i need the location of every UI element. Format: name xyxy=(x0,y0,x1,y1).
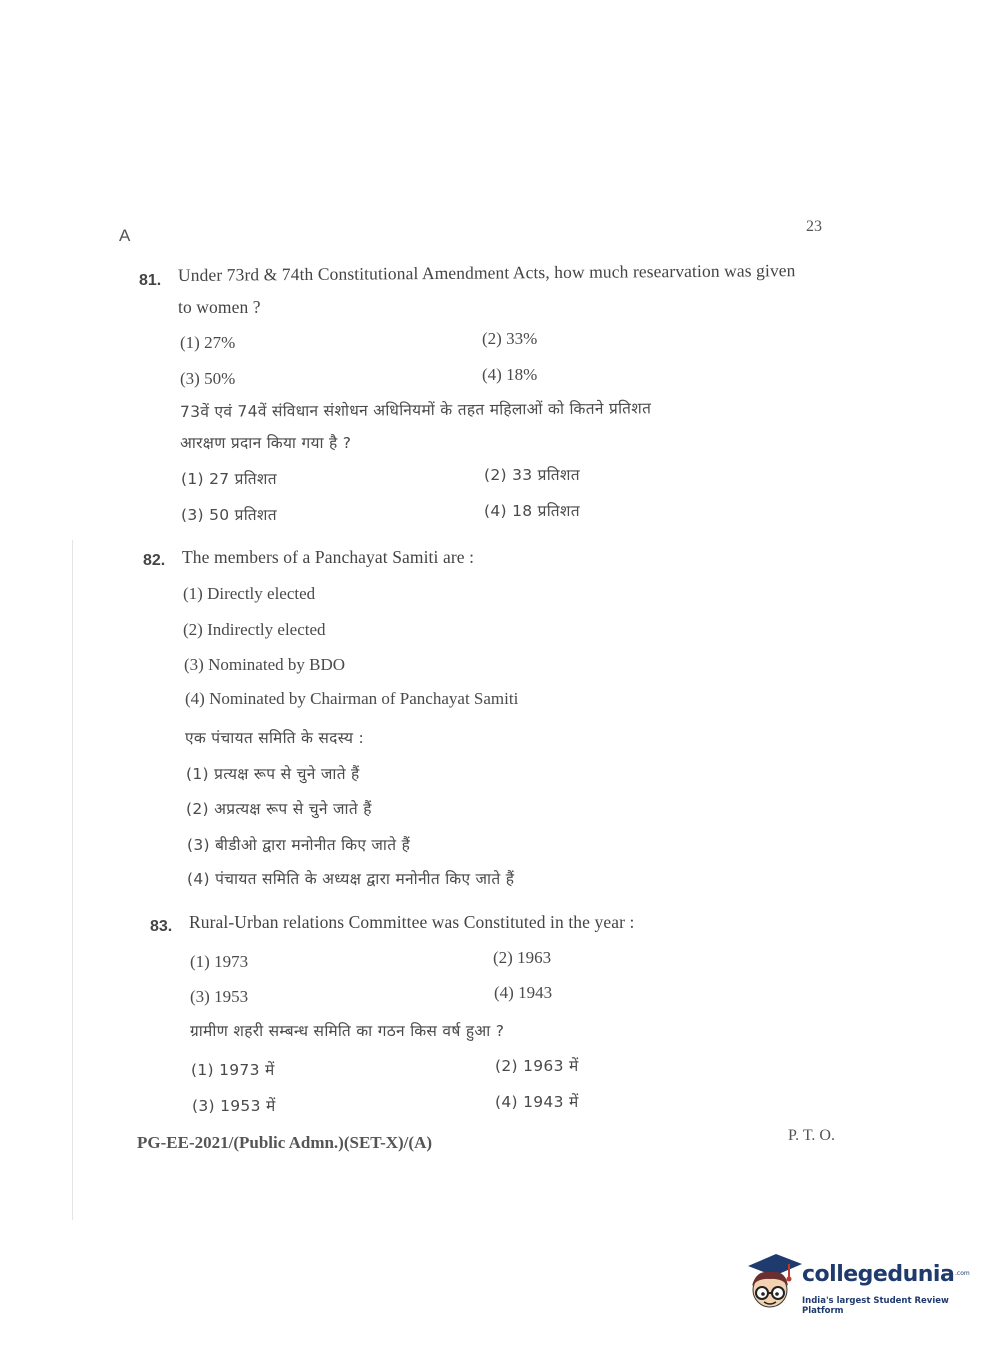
question-83-hindi-text: ग्रामीण शहरी सम्बन्ध समिति का गठन किस वर्ष हुआ ? xyxy=(190,1022,505,1040)
question-81-text-line1: Under 73rd & 74th Constitutional Amendment Acts, how much researvation was given xyxy=(177,260,796,285)
question-82-option-2: (2) Indirectly elected xyxy=(183,620,326,639)
question-83-option-3: (3) 1953 xyxy=(190,987,249,1006)
scan-margin-line xyxy=(72,540,73,1220)
question-81-hindi-option-4: (4) 18 प्रतिशत xyxy=(484,502,580,520)
question-81-hindi-line1: 73वें एवं 74वें संविधान संशोधन अधिनियमों के तहत महिलाओं को कितने प्रतिशत xyxy=(179,399,652,421)
page-number: 23 xyxy=(806,218,822,235)
question-81-option-2: (2) 33% xyxy=(482,329,538,348)
question-82-hindi-option-3: (3) बीडीओ द्वारा मनोनीत किए जाते हैं xyxy=(187,836,411,854)
question-81-text-line2: to women ? xyxy=(178,297,261,317)
question-83-hindi-option-3: (3) 1953 में xyxy=(192,1097,276,1115)
question-81-hindi-option-3: (3) 50 प्रतिशत xyxy=(181,506,277,524)
question-83-option-4: (4) 1943 xyxy=(494,983,553,1002)
mascot-icon xyxy=(742,1252,802,1318)
question-81-option-4: (4) 18% xyxy=(482,365,538,384)
question-83-option-1: (1) 1973 xyxy=(190,952,249,971)
question-81-option-3: (3) 50% xyxy=(180,369,236,388)
brand-tagline: India's largest Student Review Platform xyxy=(802,1296,949,1316)
question-83-hindi-option-2: (2) 1963 में xyxy=(495,1057,579,1075)
question-81-hindi-option-1: (1) 27 प्रतिशत xyxy=(181,470,277,488)
brand-name: collegedunia xyxy=(802,1262,955,1287)
question-81-number: 81. xyxy=(139,272,162,289)
question-82-option-3: (3) Nominated by BDO xyxy=(184,655,346,674)
brand-domain-suffix: .com xyxy=(955,1270,970,1277)
question-82-hindi-option-2: (2) अप्रत्यक्ष रूप से चुने जाते हैं xyxy=(186,800,372,818)
question-82-hindi-option-1: (1) प्रत्यक्ष रूप से चुने जाते हैं xyxy=(186,765,360,783)
question-83-text: Rural-Urban relations Committee was Constituted in the year : xyxy=(189,912,635,932)
question-82-text: The members of a Panchayat Samiti are : xyxy=(182,547,475,567)
question-82-hindi-option-4: (4) पंचायत समिति के अध्यक्ष द्वारा मनोनीत किए जाते हैं xyxy=(187,870,515,888)
question-81-hindi-option-2: (2) 33 प्रतिशत xyxy=(484,466,580,484)
question-83-option-2: (2) 1963 xyxy=(493,948,552,967)
question-83-hindi-option-4: (4) 1943 में xyxy=(495,1093,579,1111)
question-83-hindi-option-1: (1) 1973 में xyxy=(191,1061,275,1079)
collegedunia-logo xyxy=(742,1252,972,1318)
question-82-option-1: (1) Directly elected xyxy=(183,584,316,603)
paper-code: PG-EE-2021/(Public Admn.)(SET-X)/(A) xyxy=(137,1133,433,1152)
question-82-option-4: (4) Nominated by Chairman of Panchayat Samiti xyxy=(185,689,519,708)
set-letter: A xyxy=(119,226,131,245)
question-82-number: 82. xyxy=(143,552,166,569)
question-82-hindi-text: एक पंचायत समिति के सदस्य : xyxy=(185,729,365,747)
question-83-number: 83. xyxy=(150,918,173,935)
pto-label: P. T. O. xyxy=(788,1127,835,1144)
question-81-option-1: (1) 27% xyxy=(180,333,236,352)
question-81-hindi-line2: आरक्षण प्रदान किया गया है ? xyxy=(180,434,352,452)
